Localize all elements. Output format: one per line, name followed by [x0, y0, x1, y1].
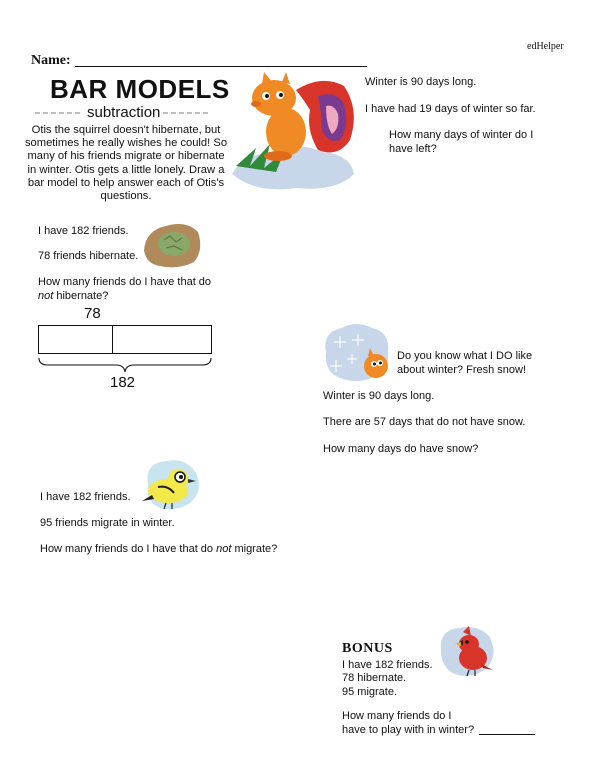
problem4-line2: 95 friends migrate in winter. [40, 517, 175, 529]
bonus-answer-line[interactable] [479, 734, 535, 735]
emphasis-not: not [216, 543, 232, 555]
bonus-line2: 78 hibernate. [342, 672, 407, 684]
bonus-line4: How many friends do I [342, 710, 452, 722]
bar-model-bottom-label: 182 [110, 374, 136, 391]
problem4-line3: How many friends do I have that do not migrate? [40, 543, 278, 555]
squirrel-illustration [226, 70, 360, 194]
bar-model-brace [38, 357, 212, 373]
emphasis-not: not [38, 290, 54, 302]
bar-model-segment-2 [113, 326, 211, 353]
intro-text: Otis the squirrel doesn't hibernate, but sometimes he really wishes he could! So many of his friends migrate or hibernate in winter. Otis gets a little lonely. Draw a bar model to help answer each of Otis's questions. [24, 124, 228, 203]
name-line[interactable] [75, 66, 367, 67]
problem1-line3: How many days of winter do I [389, 129, 534, 141]
turtle-illustration [142, 220, 204, 270]
problem2-line1: I have 182 friends. [38, 225, 129, 237]
bonus-line5: have to play with in winter? [342, 724, 475, 736]
yellow-bird-illustration [140, 457, 202, 513]
bonus-line1: I have 182 friends. [342, 659, 433, 671]
page-subtitle: subtraction [87, 104, 161, 121]
problem3-line4: There are 57 days that do not have snow. [323, 416, 526, 428]
cardinal-illustration [437, 624, 497, 680]
problem1-line1: Winter is 90 days long. [365, 76, 477, 88]
name-label: Name: [31, 53, 71, 68]
problem3-line5: How many days do have snow? [323, 443, 479, 455]
brand-label: edHelper [527, 41, 564, 52]
subtitle-row [33, 104, 209, 122]
problem2-line3: How many friends do I have that do [38, 276, 212, 288]
bar-model-top-label: 78 [84, 305, 101, 322]
problem2-line4: not hibernate? [38, 290, 109, 302]
page-title: BAR MODELS [50, 74, 230, 104]
problem2-line2: 78 friends hibernate. [38, 250, 139, 262]
problem3-line1: Do you know what I DO like [397, 350, 533, 362]
bonus-title: BONUS [342, 641, 393, 656]
problem4-line1: I have 182 friends. [40, 491, 131, 503]
problem1-line2: I have had 19 days of winter so far. [365, 103, 536, 115]
bonus-line3: 95 migrate. [342, 686, 398, 698]
bar-model-segment-1 [39, 326, 113, 353]
problem3-line2: about winter? Fresh snow! [397, 364, 527, 376]
snow-squirrel-illustration [322, 322, 392, 384]
problem1-line4: have left? [389, 143, 437, 155]
problem3-line3: Winter is 90 days long. [323, 390, 435, 402]
bar-model [38, 325, 212, 354]
